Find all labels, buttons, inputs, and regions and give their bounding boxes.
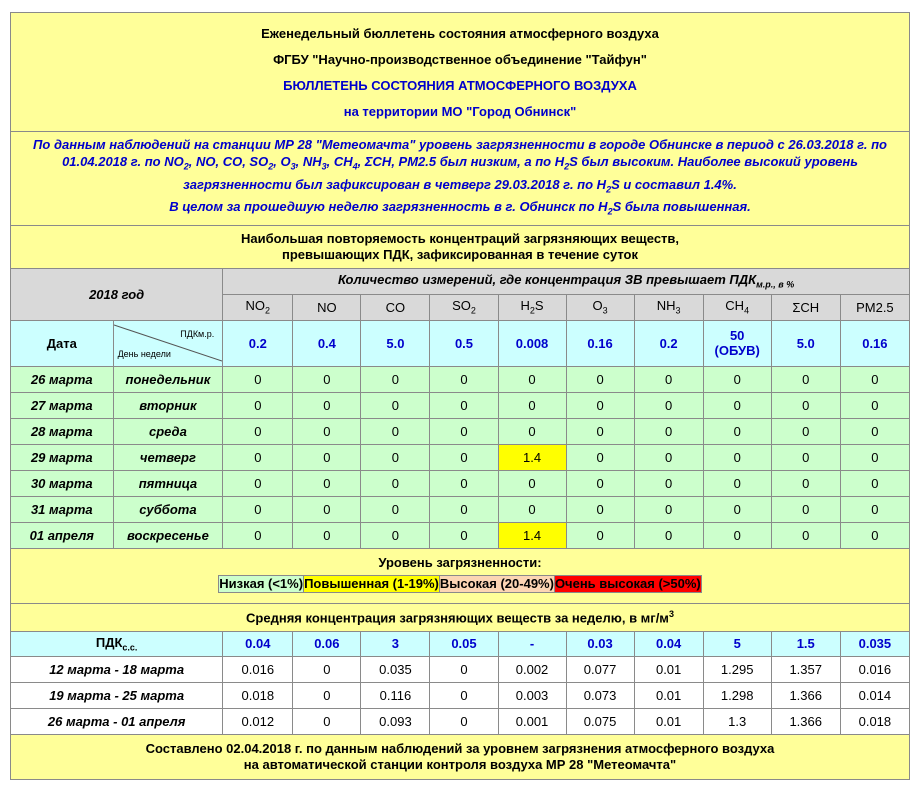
row-value: 0 bbox=[361, 470, 430, 496]
daily-rows bbox=[11, 366, 910, 548]
row-period: 19 марта - 25 марта bbox=[11, 682, 223, 708]
weekly-value: 1.366 bbox=[771, 682, 840, 708]
row-value: 0 bbox=[634, 366, 703, 392]
weekly-value: 0.01 bbox=[634, 656, 703, 682]
weekly-value: 0 bbox=[293, 682, 361, 708]
row-value: 0 bbox=[634, 444, 703, 470]
weekly-value: 0.018 bbox=[840, 708, 909, 734]
weekly-value: 0 bbox=[293, 708, 361, 734]
row-value: 0 bbox=[430, 392, 498, 418]
footer: Составлено 02.04.2018 г. по данным наблюдений за уровнем загрязнения атмосферного воздуха на автоматической станции контроля воздуха МР 28 "Метеомачта" bbox=[11, 734, 910, 779]
legend-low: Низкая (<1%) bbox=[219, 576, 304, 592]
row-value: 0 bbox=[430, 366, 498, 392]
pdk-cc-value: 3 bbox=[361, 631, 430, 656]
row-value: 0 bbox=[634, 392, 703, 418]
weekly-value: 1.295 bbox=[703, 656, 771, 682]
header-title: Еженедельный бюллетень состояния атмосферного воздуха bbox=[261, 26, 659, 41]
row-value: 0 bbox=[361, 444, 430, 470]
pdk-value: 0.2 bbox=[223, 320, 293, 366]
weekly-value: 0.01 bbox=[634, 682, 703, 708]
legend-block bbox=[11, 548, 910, 603]
weekly-value: 1.366 bbox=[771, 708, 840, 734]
row-weekday: воскресенье bbox=[113, 522, 223, 548]
section1-title: Наибольшая повторяемость концентраций загрязняющих веществ, превышающих ПДК, зафиксированная в течение суток bbox=[11, 225, 910, 268]
row-value: 0 bbox=[293, 470, 361, 496]
row-weekday: среда bbox=[113, 418, 223, 444]
header-territory: на территории МО "Город Обнинск" bbox=[343, 104, 577, 119]
weekly-row bbox=[11, 708, 910, 734]
row-weekday: вторник bbox=[113, 392, 223, 418]
pdk-label: ПДКм.р. bbox=[180, 329, 215, 340]
pollutant-header: NO bbox=[293, 294, 361, 320]
pdk-cc-value: 0.04 bbox=[223, 631, 293, 656]
row-value: 0 bbox=[430, 470, 498, 496]
row-value: 0 bbox=[771, 392, 840, 418]
row-value: 0 bbox=[703, 392, 771, 418]
weekday-label: День недели bbox=[117, 349, 171, 360]
daily-row bbox=[11, 392, 910, 418]
pdk-value: 5.0 bbox=[771, 320, 840, 366]
legend-high: Высокая (20-49%) bbox=[439, 576, 554, 592]
row-value: 0 bbox=[293, 366, 361, 392]
weekly-value: 0.016 bbox=[840, 656, 909, 682]
row-date: 01 апреля bbox=[11, 522, 114, 548]
weekly-row bbox=[11, 682, 910, 708]
legend-title: Уровень загрязненности: bbox=[378, 554, 542, 570]
row-weekday: пятница bbox=[113, 470, 223, 496]
row-value: 0 bbox=[703, 522, 771, 548]
pdk-value: 0.16 bbox=[566, 320, 634, 366]
row-value: 0 bbox=[223, 470, 293, 496]
pollutant-header: $NO_2$ bbox=[223, 294, 293, 320]
pollutant-header: $H_2S$ bbox=[498, 294, 566, 320]
bulletin-table bbox=[10, 12, 910, 780]
pdk-value: 0.4 bbox=[293, 320, 361, 366]
row-value: 0 bbox=[498, 392, 566, 418]
row-value: 0 bbox=[223, 418, 293, 444]
row-weekday: понедельник bbox=[113, 366, 223, 392]
pollutant-header: $CH_4$ bbox=[703, 294, 771, 320]
row-value: 0 bbox=[703, 366, 771, 392]
pdk-cc-value: 0.04 bbox=[634, 631, 703, 656]
row-date: 30 марта bbox=[11, 470, 114, 496]
weekly-value: 0.093 bbox=[361, 708, 430, 734]
row-value: 0 bbox=[293, 392, 361, 418]
pdk-cc-value: 0.05 bbox=[430, 631, 498, 656]
pollutant-header: ΣCH bbox=[771, 294, 840, 320]
weekly-value: 0.075 bbox=[566, 708, 634, 734]
row-value: 0 bbox=[498, 496, 566, 522]
row-value: 0 bbox=[771, 418, 840, 444]
row-value: 1.4 bbox=[498, 444, 566, 470]
row-value: 0 bbox=[498, 470, 566, 496]
row-value: 0 bbox=[293, 522, 361, 548]
row-period: 26 марта - 01 апреля bbox=[11, 708, 223, 734]
row-value: 0 bbox=[840, 496, 909, 522]
pdk-cc-value: 0.06 bbox=[293, 631, 361, 656]
pdk-row bbox=[11, 320, 910, 366]
row-date: 31 марта bbox=[11, 496, 114, 522]
row-period: 12 марта - 18 марта bbox=[11, 656, 223, 682]
row-value: 0 bbox=[634, 418, 703, 444]
daily-row bbox=[11, 444, 910, 470]
row-value: 0 bbox=[566, 470, 634, 496]
section2-title: Средняя концентрация загрязняющих веществ за неделю, в $мг/м^3$ bbox=[11, 603, 910, 631]
header-bulletin: БЮЛЛЕТЕНЬ СОСТОЯНИЯ АТМОСФЕРНОГО ВОЗДУХА bbox=[283, 78, 637, 93]
legend-table bbox=[218, 575, 702, 593]
pdk-cc-value: 5 bbox=[703, 631, 771, 656]
pdk-value: 0.16 bbox=[840, 320, 909, 366]
row-value: 0 bbox=[840, 470, 909, 496]
weekly-value: 0.018 bbox=[223, 682, 293, 708]
row-value: 0 bbox=[566, 522, 634, 548]
weekly-value: 0.01 bbox=[634, 708, 703, 734]
row-value: 0 bbox=[566, 366, 634, 392]
weekly-value: 0.035 bbox=[361, 656, 430, 682]
row-value: 0 bbox=[634, 496, 703, 522]
row-value: 0 bbox=[566, 392, 634, 418]
daily-row bbox=[11, 366, 910, 392]
row-value: 0 bbox=[703, 418, 771, 444]
row-value: 0 bbox=[703, 444, 771, 470]
row-date: 27 марта bbox=[11, 392, 114, 418]
row-value: 0 bbox=[498, 418, 566, 444]
daily-row bbox=[11, 470, 910, 496]
weekly-value: 0.016 bbox=[223, 656, 293, 682]
row-value: 0 bbox=[703, 470, 771, 496]
year-label: 2018 год bbox=[11, 268, 223, 320]
pdk-cc-row bbox=[11, 631, 910, 656]
date-label: Дата bbox=[11, 320, 114, 366]
row-value: 0 bbox=[840, 366, 909, 392]
row-value: 0 bbox=[361, 418, 430, 444]
pdk-cc-label: $ПДК_{с.с.}$ bbox=[11, 631, 223, 656]
row-value: 0 bbox=[293, 496, 361, 522]
row-value: 0 bbox=[566, 444, 634, 470]
row-value: 0 bbox=[223, 366, 293, 392]
weekly-value: 0.014 bbox=[840, 682, 909, 708]
row-value: 0 bbox=[223, 392, 293, 418]
row-value: 0 bbox=[498, 366, 566, 392]
row-value: 0 bbox=[361, 522, 430, 548]
row-value: 0 bbox=[361, 392, 430, 418]
row-value: 0 bbox=[771, 366, 840, 392]
row-date: 28 марта bbox=[11, 418, 114, 444]
weekly-value: 0.012 bbox=[223, 708, 293, 734]
legend-very-high: Очень высокая (>50%) bbox=[554, 576, 701, 592]
legend-elevated: Повышенная (1-19%) bbox=[304, 576, 439, 592]
pollutant-header: $SO_2$ bbox=[430, 294, 498, 320]
row-value: 0 bbox=[361, 366, 430, 392]
daily-row bbox=[11, 522, 910, 548]
row-date: 26 марта bbox=[11, 366, 114, 392]
weekly-value: 0 bbox=[430, 656, 498, 682]
pollutant-header: $NH_3$ bbox=[634, 294, 703, 320]
row-value: 0 bbox=[430, 522, 498, 548]
row-value: 0 bbox=[293, 418, 361, 444]
weekly-value: 0.073 bbox=[566, 682, 634, 708]
row-value: 0 bbox=[840, 418, 909, 444]
bulletin bbox=[10, 12, 910, 780]
weekly-value: 0 bbox=[430, 682, 498, 708]
row-value: 0 bbox=[430, 444, 498, 470]
row-value: 0 bbox=[771, 522, 840, 548]
pdk-cc-value: 0.03 bbox=[566, 631, 634, 656]
row-value: 0 bbox=[223, 444, 293, 470]
row-value: 0 bbox=[566, 418, 634, 444]
row-value: 1.4 bbox=[498, 522, 566, 548]
weekly-value: 0 bbox=[430, 708, 498, 734]
row-date: 29 марта bbox=[11, 444, 114, 470]
row-value: 0 bbox=[840, 392, 909, 418]
row-value: 0 bbox=[840, 522, 909, 548]
pdk-value: 0.5 bbox=[430, 320, 498, 366]
diagonal-header-cell bbox=[113, 320, 223, 366]
pollutant-header: $O_3$ bbox=[566, 294, 634, 320]
header-org: ФГБУ "Научно-производственное объединение "Тайфун" bbox=[273, 52, 647, 67]
weekly-row bbox=[11, 656, 910, 682]
row-value: 0 bbox=[293, 444, 361, 470]
pdk-cc-value: - bbox=[498, 631, 566, 656]
row-value: 0 bbox=[840, 444, 909, 470]
pdk-value: 0.008 bbox=[498, 320, 566, 366]
row-value: 0 bbox=[361, 496, 430, 522]
row-value: 0 bbox=[634, 522, 703, 548]
row-value: 0 bbox=[771, 444, 840, 470]
weekly-value: 1.298 bbox=[703, 682, 771, 708]
row-value: 0 bbox=[771, 470, 840, 496]
weekly-value: 0.003 bbox=[498, 682, 566, 708]
pollutant-header: PM2.5 bbox=[840, 294, 909, 320]
weekly-rows bbox=[11, 656, 910, 734]
pdk-cc-value: 0.035 bbox=[840, 631, 909, 656]
row-weekday: четверг bbox=[113, 444, 223, 470]
pdk-cc-value: 1.5 bbox=[771, 631, 840, 656]
weekly-value: 0.001 bbox=[498, 708, 566, 734]
row-value: 0 bbox=[703, 496, 771, 522]
weekly-value: 0.002 bbox=[498, 656, 566, 682]
weekly-value: 1.357 bbox=[771, 656, 840, 682]
row-value: 0 bbox=[771, 496, 840, 522]
row-value: 0 bbox=[430, 496, 498, 522]
summary-text: По данным наблюдений на станции МР 28 "Метеомачта" уровень загрязненности в городе Обнинске в период с 26.03.2018 г. по 01.04.2018 г. по $NO_2$, NO, CO, $SO_2$, $O_3$, $NH_3$, $CH_4$, ΣCH, PM2.5 был низким, а по $H_2S$ был высоким. Наиболее высокий уровень загрязненности был зафиксирован в четверг 29.03.2018 г. по $H_2S$ и составил 1.4%. В целом за прошедшую неделю загрязненность в г. Обнинск по $H_2S$ была повышенная. bbox=[11, 132, 910, 226]
weekly-value: 0 bbox=[293, 656, 361, 682]
row-value: 0 bbox=[634, 470, 703, 496]
weekly-value: 0.077 bbox=[566, 656, 634, 682]
count-label: Количество измерений, где концентрация ЗВ превышает $ПДК_{м.р., в \%}$ bbox=[223, 268, 910, 294]
daily-row bbox=[11, 496, 910, 522]
pollutant-header: CO bbox=[361, 294, 430, 320]
row-value: 0 bbox=[223, 522, 293, 548]
row-weekday: суббота bbox=[113, 496, 223, 522]
row-value: 0 bbox=[223, 496, 293, 522]
pdk-value: 5.0 bbox=[361, 320, 430, 366]
row-value: 0 bbox=[430, 418, 498, 444]
pdk-value: 0.2 bbox=[634, 320, 703, 366]
header-block bbox=[11, 13, 910, 132]
daily-row bbox=[11, 418, 910, 444]
weekly-value: 0.116 bbox=[361, 682, 430, 708]
row-value: 0 bbox=[566, 496, 634, 522]
weekly-value: 1.3 bbox=[703, 708, 771, 734]
pdk-value-ch4: 50 (ОБУВ) bbox=[703, 320, 771, 366]
